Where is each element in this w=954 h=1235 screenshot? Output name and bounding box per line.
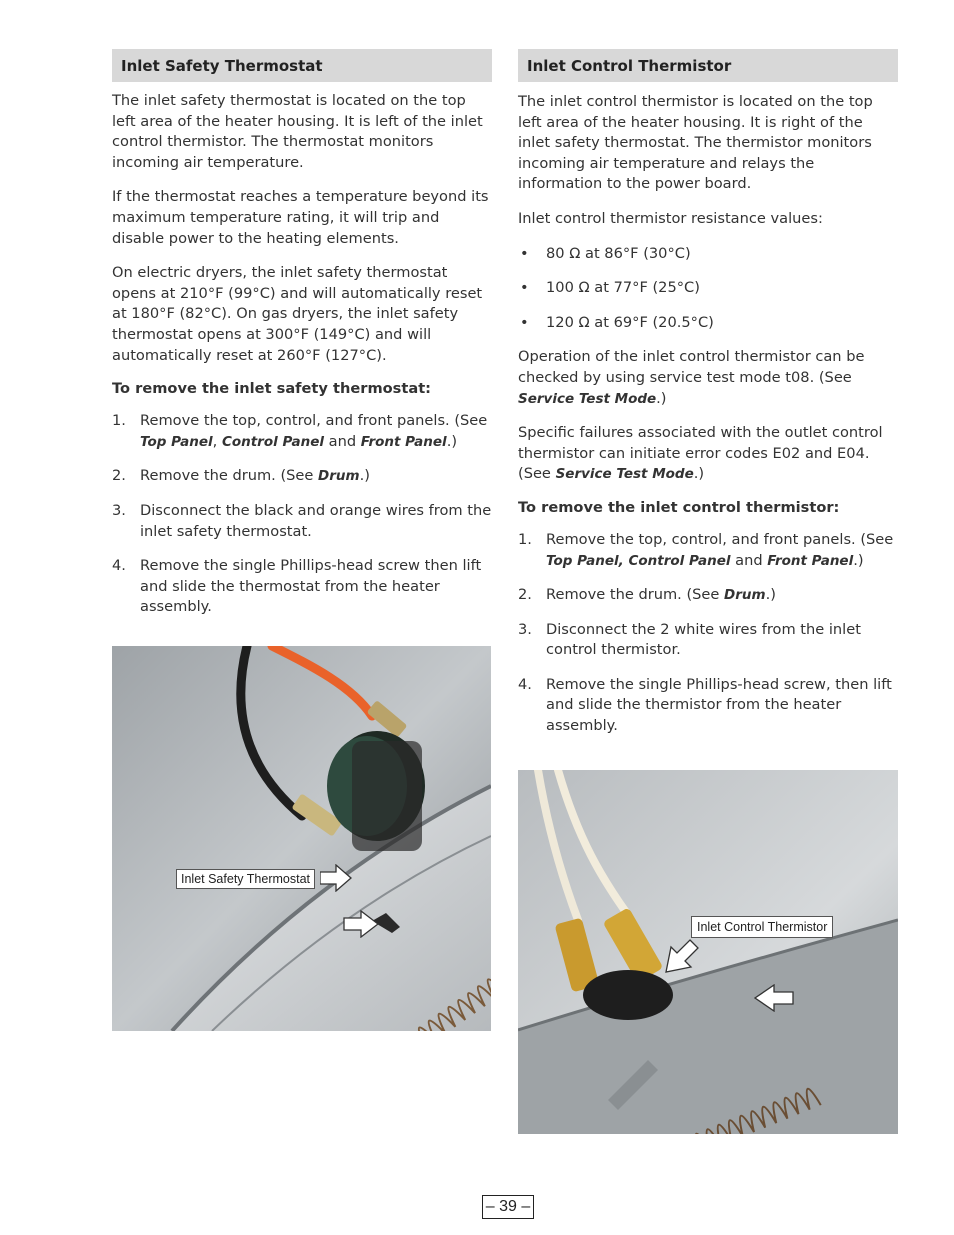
callout-arrow-icon: [320, 864, 352, 892]
thermistor-photo: [518, 770, 898, 1134]
list-item-text: 80 Ω at 86°F (30°C): [546, 244, 691, 262]
cross-reference: Service Test Mode: [555, 466, 694, 483]
callout-label: Inlet Safety Thermostat: [176, 869, 315, 889]
thermostat-photo-illustration: [112, 646, 491, 1031]
step-item: [518, 530, 898, 571]
step-text: and: [730, 551, 768, 569]
step-item: [518, 585, 898, 606]
cross-reference: Top Panel, Control Panel: [546, 552, 731, 569]
right-column: [518, 49, 898, 737]
paragraph: [518, 423, 898, 485]
step-item: [112, 501, 492, 542]
step-number: 4.: [518, 675, 532, 693]
step-text: Disconnect the 2 white wires from the inlet control thermistor.: [546, 620, 861, 659]
paragraph: [518, 347, 898, 409]
step-item: [518, 620, 898, 661]
list-item: [518, 313, 898, 334]
step-text: .): [853, 551, 864, 569]
section-heading: Inlet Control Thermistor: [518, 49, 898, 82]
cross-reference: Drum: [318, 468, 360, 485]
paragraph-text: Operation of the inlet control thermistor can be checked by using service test mode t08. (See: [518, 348, 865, 386]
step-item: [112, 466, 492, 487]
paragraph-text: .): [693, 465, 705, 483]
step-text: and: [323, 432, 361, 450]
step-item: [518, 675, 898, 737]
step-text: Remove the single Phillips-head screw, then lift and slide the thermistor from the heater assembly.: [546, 675, 892, 735]
steps-list: [518, 530, 898, 737]
thermistor-photo-illustration: [518, 770, 898, 1134]
paragraph: Inlet control thermistor resistance values:: [518, 209, 823, 227]
step-text: Remove the drum. (See: [546, 586, 725, 604]
subheading: To remove the inlet safety thermostat:: [112, 380, 432, 398]
cross-reference: Front Panel: [767, 552, 854, 569]
cross-reference: Service Test Mode: [518, 390, 657, 407]
step-text: Disconnect the black and orange wires from the inlet safety thermostat.: [140, 501, 492, 540]
step-text: .): [765, 586, 776, 604]
list-item: [518, 244, 898, 265]
step-text: Remove the single Phillips-head screw then lift and slide the thermostat from the heater assembly.: [140, 557, 482, 616]
step-number: 3.: [518, 620, 532, 638]
page-number: – 39 –: [482, 1195, 534, 1219]
steps-list: [112, 411, 492, 618]
step-text: Remove the drum. (See: [140, 467, 319, 485]
paragraph: The inlet safety thermostat is located on the top left area of the heater housing. It is left of the inlet control thermistor. The thermostat monitors incoming air temperature.: [112, 92, 483, 171]
step-number: 1.: [518, 530, 532, 548]
cross-reference: Control Panel: [221, 433, 324, 450]
cross-reference: Drum: [724, 587, 766, 604]
screw-pointer-arrow-icon: [343, 910, 379, 938]
callout-label: Inlet Control Thermistor: [691, 916, 833, 938]
step-number: 4.: [112, 557, 126, 575]
step-text: Remove the top, control, and front panels. (See: [140, 412, 488, 430]
step-number: 3.: [112, 501, 126, 519]
step-number: 1.: [112, 412, 126, 430]
cross-reference: Front Panel: [360, 433, 447, 450]
paragraph: The inlet control thermistor is located on the top left area of the heater housing. It is right of the inlet safety thermostat. The thermistor monitors incoming air temperature and relays the information to the power board.: [518, 93, 873, 193]
list-item: [518, 278, 898, 299]
bullet-icon: •: [520, 279, 529, 297]
bullet-icon: •: [520, 244, 529, 262]
screw-pointer-arrow-icon: [754, 984, 794, 1012]
list-item-text: 100 Ω at 77°F (25°C): [546, 279, 700, 297]
paragraph: On electric dryers, the inlet safety thermostat opens at 210°F (99°C) and will automatically reset at 180°F (82°C). On gas dryers, the inlet safety thermostat opens at 300°F (149°C) and will automatically reset at 260°F (127°C).: [112, 264, 483, 364]
thermostat-photo: [112, 646, 491, 1031]
step-item: [112, 556, 492, 618]
list-item-text: 120 Ω at 69°F (20.5°C): [546, 313, 714, 331]
callout-arrow-icon: [664, 938, 700, 974]
step-number: 2.: [518, 586, 532, 604]
step-item: [112, 411, 492, 452]
step-number: 2.: [112, 467, 126, 485]
step-text: ,: [212, 432, 222, 450]
resistance-values-list: [518, 244, 898, 334]
cross-reference: Top Panel: [140, 433, 213, 450]
bullet-icon: •: [520, 313, 529, 331]
left-column: [112, 49, 492, 618]
step-text: Remove the top, control, and front panels. (See: [546, 530, 894, 548]
paragraph-text: .): [656, 389, 667, 407]
section-heading: Inlet Safety Thermostat: [112, 49, 492, 82]
paragraph: If the thermostat reaches a temperature beyond its maximum temperature rating, it will trip and disable power to the heating elements.: [112, 188, 489, 247]
subheading: To remove the inlet control thermistor:: [518, 498, 840, 516]
step-text: .): [446, 432, 458, 450]
step-text: .): [359, 467, 370, 485]
paragraph-text: Specific failures associated with the outlet control thermistor can initiate error codes E02 and E04. (See: [518, 424, 883, 483]
